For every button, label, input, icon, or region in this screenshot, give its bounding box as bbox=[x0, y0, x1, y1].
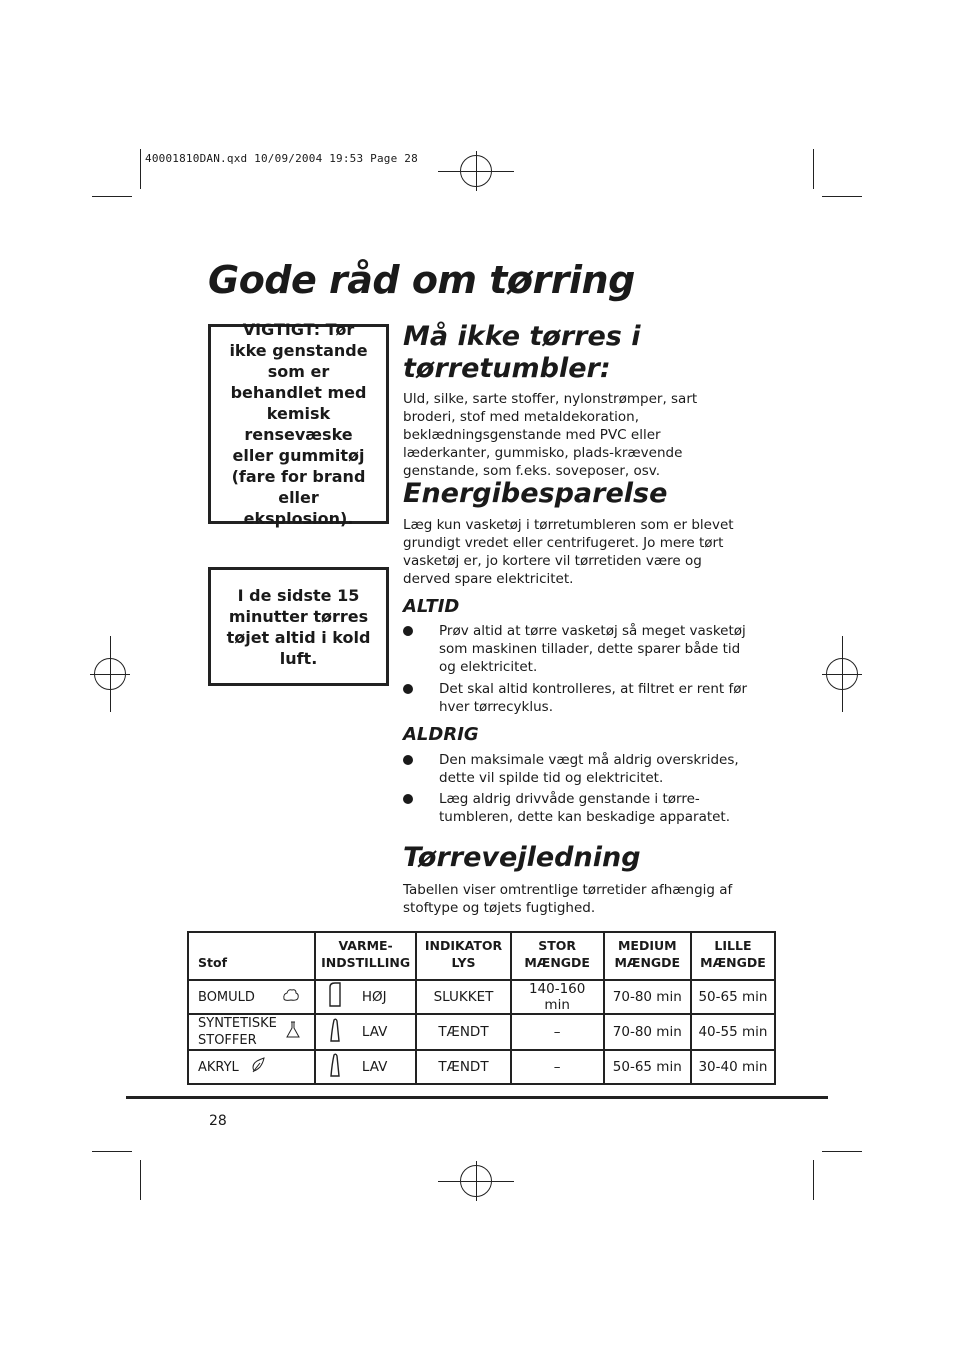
list-item-text: Den maksimale vægt må aldrig overskrides, dette vil spilde tid og elektricitet. bbox=[439, 752, 739, 786]
cotton-icon bbox=[282, 988, 300, 1006]
fabric-name: AKRYL bbox=[198, 1059, 239, 1075]
registration-mark-icon bbox=[842, 636, 843, 712]
drying-table bbox=[187, 931, 776, 1085]
bullet-icon bbox=[403, 684, 413, 694]
crop-mark bbox=[92, 196, 132, 197]
registration-mark-icon bbox=[110, 636, 111, 712]
col-header-heat: VARME- INDSTILLING bbox=[315, 932, 416, 980]
table-row bbox=[188, 1050, 775, 1084]
col-header-large: STOR MÆNGDE bbox=[511, 932, 604, 980]
heat-label: LAV bbox=[361, 1024, 388, 1040]
table-row bbox=[188, 1014, 775, 1050]
heading-guide: Tørrevejledning bbox=[403, 842, 641, 873]
large-load-cell: – bbox=[511, 1014, 604, 1050]
heat-cell bbox=[315, 980, 416, 1014]
col-header-medium: MEDIUM MÆNGDE bbox=[604, 932, 691, 980]
heading-always: ALTID bbox=[403, 596, 460, 617]
do-not-dry-text: Uld, silke, sarte stoffer, nylonstrømper, sart broderi, stof med metaldekoration, beklædningsgenstande med PVC eller læderkanter, gummisko, plads-krævende genstande, som f.eks. soveposer, osv. bbox=[403, 391, 698, 479]
low-heat-icon bbox=[328, 1017, 342, 1047]
info-box bbox=[208, 567, 389, 686]
medium-load-cell: 70-80 min bbox=[604, 980, 691, 1014]
col-header-fabric: Stof bbox=[188, 932, 315, 980]
crop-mark bbox=[822, 196, 862, 197]
bullet-icon bbox=[403, 755, 413, 765]
fabric-cell bbox=[188, 980, 315, 1014]
heading-do-not-dry: Må ikke tørres i tørretumbler: bbox=[403, 321, 641, 384]
synthetic-icon bbox=[286, 1021, 300, 1043]
heading-energy: Energibesparelse bbox=[403, 478, 668, 509]
bullet-icon bbox=[403, 794, 413, 804]
list-item bbox=[403, 751, 748, 787]
fabric-cell bbox=[188, 1014, 315, 1050]
heading-never: ALDRIG bbox=[403, 724, 479, 745]
high-heat-icon bbox=[328, 982, 342, 1012]
warning-box bbox=[208, 320, 389, 528]
small-load-cell: 40-55 min bbox=[691, 1014, 775, 1050]
fabric-cell bbox=[188, 1050, 315, 1084]
indicator-cell: TÆNDT bbox=[416, 1014, 510, 1050]
energy-text: Læg kun vasketøj i tørretumbleren som er blevet grundigt vredet eller centrifugeret. Jo mere tørt vasketøj er, jo kortere vil tørretiden være og derved spare elektricitet. bbox=[403, 517, 734, 587]
heat-cell bbox=[315, 1014, 416, 1050]
small-load-cell: 50-65 min bbox=[691, 980, 775, 1014]
indicator-cell: SLUKKET bbox=[416, 980, 510, 1014]
crop-mark bbox=[822, 1151, 862, 1152]
table-header-row bbox=[188, 932, 775, 980]
fabric-name: SYNTETISKE STOFFER bbox=[198, 1016, 277, 1048]
page-number: 28 bbox=[209, 1113, 227, 1129]
list-item-text: Prøv altid at tørre vasketøj så meget vasketøj som maskinen tillader, dette sparer både tid og elektricitet. bbox=[439, 623, 746, 675]
registration-mark-icon bbox=[476, 151, 477, 191]
crop-mark bbox=[813, 1160, 814, 1200]
heat-label: HØJ bbox=[361, 989, 387, 1005]
list-item bbox=[403, 680, 748, 716]
crop-mark bbox=[140, 1160, 141, 1200]
crop-mark bbox=[92, 1151, 132, 1152]
large-load-cell: 140-160 min bbox=[511, 980, 604, 1014]
list-item bbox=[403, 622, 748, 676]
fabric-name: BOMULD bbox=[198, 989, 255, 1005]
acrylic-icon bbox=[251, 1057, 265, 1077]
heat-label: LAV bbox=[361, 1059, 388, 1075]
bullet-icon bbox=[403, 626, 413, 636]
medium-load-cell: 50-65 min bbox=[604, 1050, 691, 1084]
col-header-indicator: INDIKATOR LYS bbox=[416, 932, 510, 980]
medium-load-cell: 70-80 min bbox=[604, 1014, 691, 1050]
info-text: I de sidste 15 minutter tørres tøjet altid i kold luft. bbox=[226, 585, 371, 668]
guide-text: Tabellen viser omtrentlige tørretider afhængig af stoftype og tøjets fugtighed. bbox=[403, 882, 733, 916]
low-heat-icon bbox=[328, 1052, 342, 1082]
heat-cell bbox=[315, 1050, 416, 1084]
warning-text: VIGTIGT: Tør ikke genstande som er behandlet med kemisk rensevæske eller gummitøj (fare for brand eller eksplosion). bbox=[229, 320, 368, 528]
footer-rule bbox=[126, 1096, 828, 1099]
large-load-cell: – bbox=[511, 1050, 604, 1084]
col-header-small: LILLE MÆNGDE bbox=[691, 932, 775, 980]
list-item-text: Det skal altid kontrolleres, at filtret er rent før hver tørrecyklus. bbox=[439, 681, 748, 715]
registration-mark-icon bbox=[476, 1161, 477, 1201]
small-load-cell: 30-40 min bbox=[691, 1050, 775, 1084]
table-row bbox=[188, 980, 775, 1014]
list-item bbox=[403, 790, 748, 826]
print-slug: 40001810DAN.qxd 10/09/2004 19:53 Page 28 bbox=[145, 152, 418, 165]
list-item-text: Læg aldrig drivvåde genstande i tørre-tumbleren, dette kan beskadige apparatet. bbox=[439, 791, 731, 825]
page-title: Gode råd om tørring bbox=[208, 258, 635, 302]
crop-mark bbox=[140, 149, 141, 189]
indicator-cell: TÆNDT bbox=[416, 1050, 510, 1084]
crop-mark bbox=[813, 149, 814, 189]
